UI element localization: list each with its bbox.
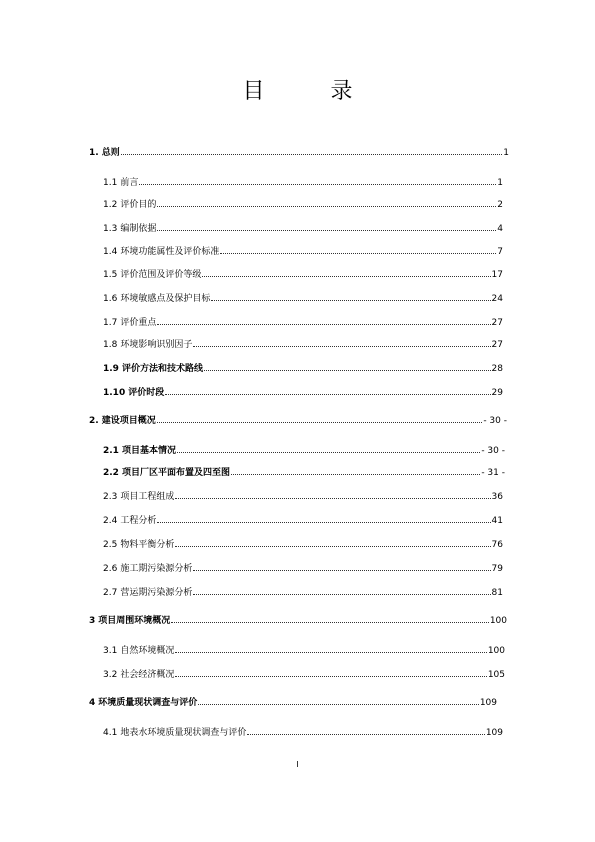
toc-leader-dots [165,386,490,395]
toc-entry-title: 评价目的 [120,200,157,210]
toc-entry-title: 评价范围及评价等级 [120,270,202,280]
toc-entry-number: 1.8 [103,340,118,350]
toc-entry-title: 建设项目概况 [101,416,156,426]
toc-entry-number: 1.2 [103,200,118,210]
toc-entry-number: 1.6 [103,294,118,304]
toc-entry-title: 项目厂区平面布置及四至图 [121,468,230,478]
toc-entry[interactable] [103,562,503,575]
toc-leader-dots [157,316,490,325]
toc-entry-number: 1. [89,148,99,158]
toc-entry-number: 2.4 [103,516,118,526]
toc-entry[interactable] [103,726,503,739]
toc-entry-number: 2.6 [103,564,118,574]
toc-entry-page: 2 [497,200,503,210]
toc-entry-page: 29 [491,388,503,398]
toc-entry[interactable] [103,668,505,681]
toc-entry[interactable] [103,538,503,551]
toc-entry-number: 4 [89,698,96,708]
toc-entry-title: 环境质量现状调查与评价 [98,698,198,708]
toc-entry[interactable] [103,644,505,657]
toc-leader-dots [175,644,486,653]
page-number: I [296,760,299,769]
toc-entry-page: 81 [491,588,503,598]
toc-entry[interactable] [103,490,503,503]
toc-entry-page: 109 [485,728,503,738]
toc-entry-page: - 30 - [481,446,505,456]
toc-entry[interactable] [103,362,503,375]
toc-entry[interactable] [89,414,507,427]
toc-leader-dots [220,245,496,254]
toc-leader-dots [157,514,490,523]
toc-entry[interactable] [103,198,503,211]
toc-leader-dots [198,696,479,705]
toc-entry-number: 1.5 [103,270,118,280]
toc-entry-page: 28 [491,364,503,374]
toc-leader-dots [139,176,496,185]
toc-entry[interactable] [103,268,503,281]
toc-leader-dots [204,362,491,371]
toc-entry-title: 地表水环境质量现状调查与评价 [120,728,247,738]
toc-entry[interactable] [103,466,505,479]
toc-entry-title: 编制依据 [120,224,157,234]
toc-entry-page: - 31 - [481,468,505,478]
toc-entry-page: 109 [479,698,497,708]
toc-entry[interactable] [103,316,503,329]
toc-leader-dots [193,338,490,347]
toc-entry[interactable] [103,245,503,258]
toc-entry-page: 27 [491,340,503,350]
toc-entry-title: 社会经济概况 [120,670,175,680]
toc-entry-number: 3.1 [103,646,118,656]
toc-entry-page: 76 [491,540,503,550]
toc-entry[interactable] [89,146,509,159]
toc-entry-page: 1 [503,148,509,158]
toc-entry-page: 100 [489,616,507,626]
toc-entry-number: 4.1 [103,728,118,738]
toc-leader-dots [193,562,490,571]
toc-entry-number: 2.3 [103,492,118,502]
toc-entry-page: - 30 - [483,416,507,426]
toc-leader-dots [175,490,490,499]
toc-entry-title: 环境影响识别因子 [120,340,193,350]
toc-entry-title: 自然环境概况 [120,646,175,656]
toc-entry-page: 24 [491,294,503,304]
toc-entry-title: 评价重点 [120,318,157,328]
toc-entry-number: 2.2 [103,468,119,478]
toc-entry[interactable] [103,222,503,235]
toc-entry[interactable] [103,176,503,189]
toc-entry-title: 营运期污染源分析 [120,588,193,598]
toc-entry-page: 79 [491,564,503,574]
toc-entry[interactable] [103,586,503,599]
toc-entry-number: 1.1 [103,178,118,188]
toc-entry-page: 27 [491,318,503,328]
toc-leader-dots [211,292,490,301]
toc-entry-number: 1.9 [103,364,119,374]
toc-entry-page: 1 [497,178,503,188]
toc-entry-page: 17 [491,270,503,280]
toc-entry-page: 41 [491,516,503,526]
toc-entry-number: 1.7 [103,318,118,328]
toc-entry-page: 105 [487,670,505,680]
toc-entry-title: 项目基本情况 [121,446,176,456]
toc-entry-title: 环境功能属性及评价标准 [120,247,220,257]
page-title: 目 录 [242,79,375,104]
toc-entry-page: 36 [491,492,503,502]
toc-entry-title: 评价方法和技术路线 [121,364,203,374]
toc-leader-dots [157,414,483,423]
toc-entry-number: 1.4 [103,247,118,257]
toc-entry-number: 1.3 [103,224,118,234]
toc-entry-title: 项目工程组成 [120,492,175,502]
toc-leader-dots [202,268,490,277]
toc-entry-title: 物料平衡分析 [120,540,175,550]
toc-entry-title: 前言 [120,178,139,188]
toc-entry[interactable] [103,514,503,527]
toc-entry[interactable] [103,444,505,457]
toc-entry-page: 4 [497,224,503,234]
toc-leader-dots [175,668,486,677]
toc-entry[interactable] [103,338,503,351]
toc-leader-dots [247,726,484,735]
toc-leader-dots [193,586,490,595]
toc-entry-title: 环境敏感点及保护目标 [120,294,211,304]
toc-entry-number: 1.10 [103,388,126,398]
toc-entry-title: 施工期污染源分析 [120,564,193,574]
toc-entry-number: 2. [89,416,99,426]
toc-entry-number: 2.7 [103,588,118,598]
toc-leader-dots [175,538,490,547]
toc-leader-dots [121,146,503,155]
toc-leader-dots [231,466,480,475]
toc-entry[interactable] [89,614,507,627]
toc-entry-page: 100 [487,646,505,656]
toc-leader-dots [157,222,496,231]
toc-entry-page: 7 [497,247,503,257]
toc-entry-number: 2.1 [103,446,119,456]
toc-entry-title: 工程分析 [120,516,157,526]
toc-entry-number: 3 [89,616,96,626]
toc-entry-title: 总则 [101,148,120,158]
toc-leader-dots [171,614,489,623]
toc-leader-dots [177,444,480,453]
toc-leader-dots [157,198,496,207]
toc-entry[interactable] [89,696,497,709]
toc-entry-title: 评价时段 [128,388,165,398]
toc-entry[interactable] [103,386,503,399]
toc-entry[interactable] [103,292,503,305]
toc-entry-title: 项目周围环境概况 [98,616,171,626]
toc-entry-number: 3.2 [103,670,118,680]
toc-entry-number: 2.5 [103,540,118,550]
